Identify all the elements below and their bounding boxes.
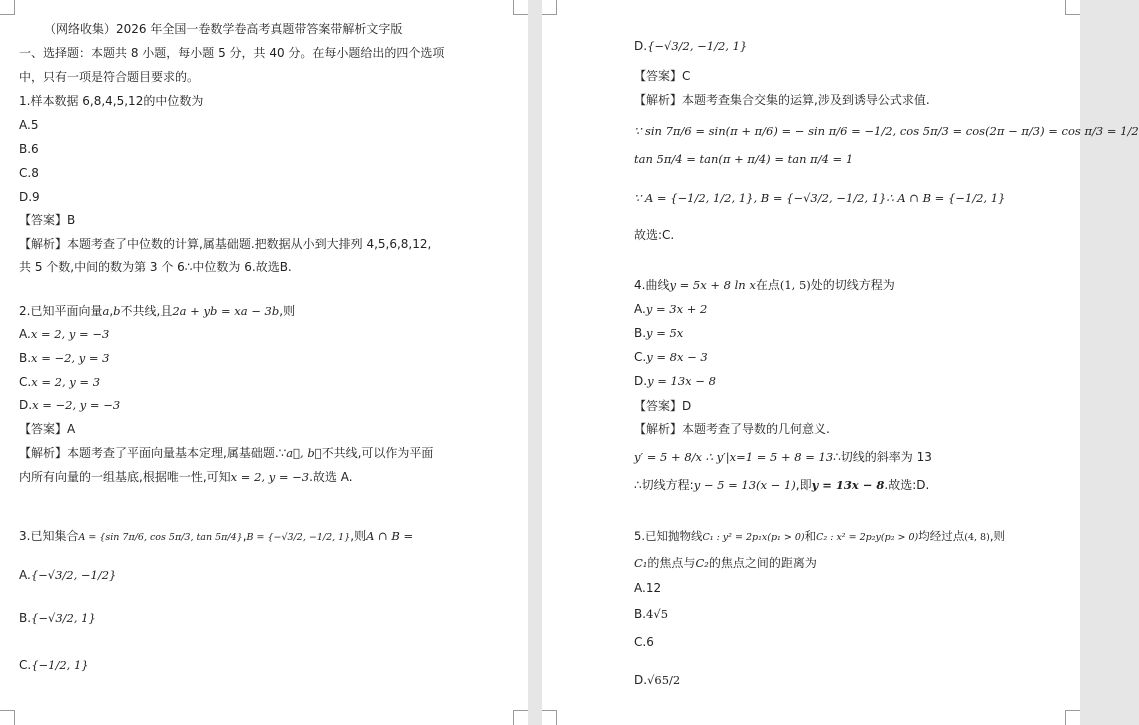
q2-option-c: C.x = 2, y = 3: [19, 375, 101, 389]
q2-option-d: D.x = −2, y = −3: [19, 398, 121, 412]
q3-option-b: B.{−√3/2, 1}: [19, 611, 96, 625]
q2-option-b: B.x = −2, y = 3: [19, 351, 110, 365]
q2-answer: 【答案】A: [19, 422, 76, 436]
q4-explanation-math-1: y′ = 5 + 8/x ∴ y′|x=1 = 5 + 8 = 13∴切线的斜率为 13: [634, 450, 932, 464]
q5-option-b: B.4√5: [634, 607, 669, 621]
q1-explanation-cont: 共 5 个数,中间的数为第 3 个 6∴中位数为 6.故选B.: [19, 260, 292, 274]
page-corner-mark: [0, 710, 15, 725]
q1-explanation: 【解析】本题考查了中位数的计算,属基础题.把数据从小到大排列 4,5,6,8,12,: [19, 237, 432, 251]
page-corner-mark: [1065, 0, 1080, 15]
q3-explanation-math-2: tan 5π/4 = tan(π + π/4) = tan π/4 = 1: [634, 152, 854, 166]
q3-explanation: 【解析】本题考查集合交集的运算,涉及到诱导公式求值.: [634, 93, 930, 107]
q3-conclusion: 故选:C.: [634, 228, 675, 242]
section-heading-cont: 中，只有一项是符合题目要求的。: [19, 70, 200, 84]
document-title: （网络收集）2026 年全国一卷数学卷高考真题带答案带解析文字版: [44, 22, 403, 36]
document-page-left: [0, 0, 528, 725]
q3-stem: 3.已知集合A = {sin 7π/6, cos 5π/3, tan 5π/4},B = {−√3/2, −1/2, 1},则A ∩ B =: [19, 529, 414, 543]
q1-answer: 【答案】B: [19, 213, 76, 227]
q4-option-b: B.y = 5x: [634, 326, 684, 340]
page-corner-mark: [513, 0, 528, 15]
q2-explanation-cont: 内所有向量的一组基底,根据唯一性,可知x = 2, y = −3.故选 A.: [19, 470, 353, 484]
q3-explanation-math-3: ∵ A = {−1/2, 1/2, 1}, B = {−√3/2, −1/2, 1}∴ A ∩ B = {−1/2, 1}: [634, 191, 1006, 205]
q3-option-c: C.{−1/2, 1}: [19, 658, 89, 672]
page-corner-mark: [542, 710, 557, 725]
q1-option-c: C.8: [19, 166, 39, 180]
q4-answer: 【答案】D: [634, 399, 692, 413]
q2-explanation: 【解析】本题考查了平面向量基本定理,属基础题.∵a⃗, b⃗不共线,可以作为平面: [19, 446, 434, 460]
q3-option-a: A.{−√3/2, −1/2}: [19, 568, 117, 582]
q4-option-c: C.y = 8x − 3: [634, 350, 708, 364]
q1-option-d: D.9: [19, 190, 40, 204]
page-corner-mark: [513, 710, 528, 725]
q4-explanation: 【解析】本题考查了导数的几何意义.: [634, 422, 830, 436]
q5-stem-cont: C₁的焦点与C₂的焦点之间的距离为: [634, 556, 817, 570]
q1-option-a: A.5: [19, 118, 39, 132]
q5-stem: 5.已知抛物线C₁ : y² = 2p₁x(p₁ > 0)和C₂ : x² = 2p₂y(p₂ > 0)均经过点(4, 8),则: [634, 529, 1005, 543]
q3-option-d: D.{−√3/2, −1/2, 1}: [634, 39, 748, 53]
q2-option-a: A.x = 2, y = −3: [19, 327, 110, 341]
section-heading: 一、选择题：本题共 8 小题，每小题 5 分，共 40 分。在每小题给出的四个选项: [19, 46, 445, 60]
q5-option-c: C.6: [634, 635, 654, 649]
q1-stem: 1.样本数据 6,8,4,5,12的中位数为: [19, 94, 204, 108]
q5-option-a: A.12: [634, 581, 662, 595]
q3-explanation-math-1: ∵ sin 7π/6 = sin(π + π/6) = − sin π/6 = −1/2, cos 5π/3 = cos(2π − π/3) = cos π/3 = 1/2: [634, 124, 1139, 138]
q4-stem: 4.曲线y = 5x + 8 ln x在点(1, 5)处的切线方程为: [634, 278, 895, 292]
q4-explanation-math-2: ∴切线方程:y − 5 = 13(x − 1),即y = 13x − 8.故选:D.: [634, 478, 930, 492]
document-page-right: [542, 0, 1139, 725]
q2-stem: 2.已知平面向量a,b不共线,且2a + yb = xa − 3b,则: [19, 304, 296, 318]
page-corner-mark: [1065, 710, 1080, 725]
page-corner-mark: [542, 0, 557, 15]
page-corner-mark: [0, 0, 15, 15]
q5-option-d: D.√65/2: [634, 673, 681, 687]
q4-option-a: A.y = 3x + 2: [634, 302, 708, 316]
q3-answer: 【答案】C: [634, 69, 691, 83]
q4-option-d: D.y = 13x − 8: [634, 374, 716, 388]
q1-option-b: B.6: [19, 142, 39, 156]
